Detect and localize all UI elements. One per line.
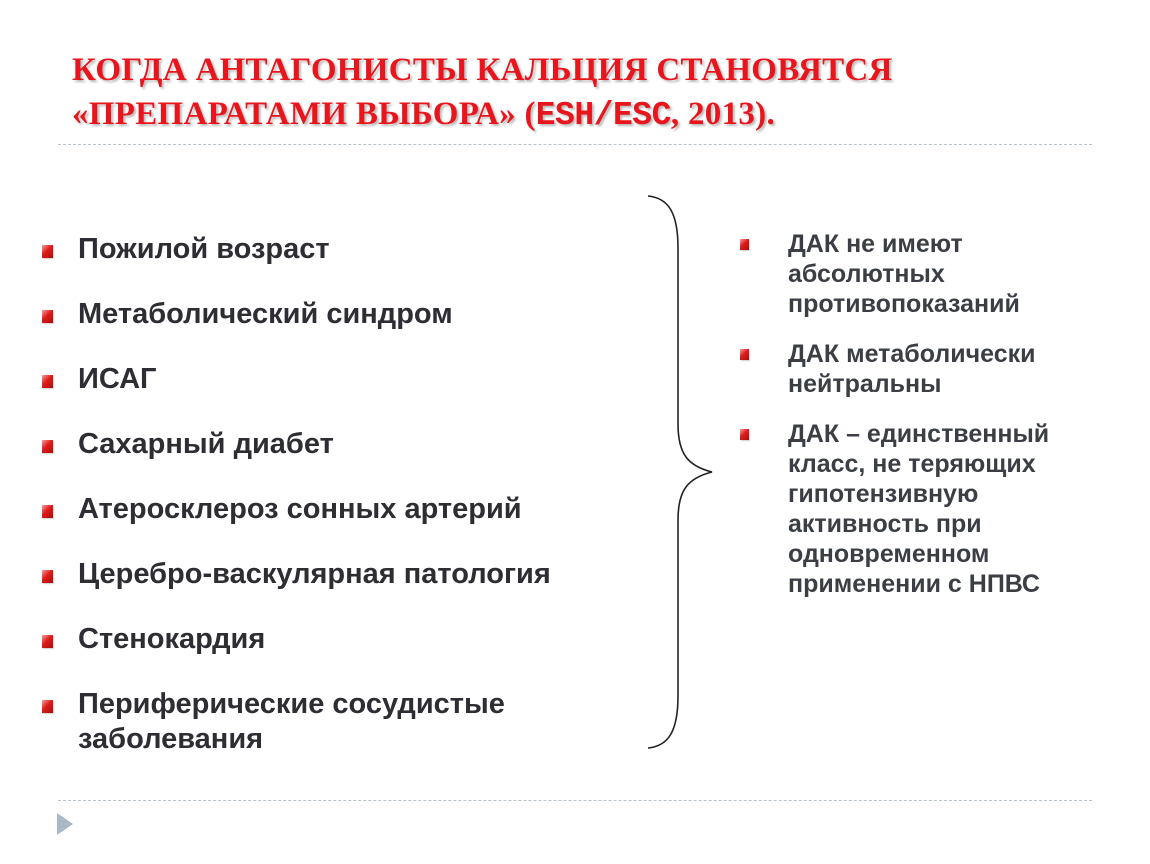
triangle-right-icon[interactable] xyxy=(56,812,74,836)
advantage-text: ДАК – единственный класс, не теряющих гипотензивную активность при одновременном применении с НПВС xyxy=(788,420,1050,598)
indication-text: Стенокардия xyxy=(78,623,266,655)
advantages-list xyxy=(740,229,1120,619)
square-bullet-icon xyxy=(42,440,53,453)
indication-text: ИСАГ xyxy=(78,363,157,395)
indication-item xyxy=(42,687,632,757)
indication-item xyxy=(42,232,632,267)
indication-text: Периферические сосудистые заболевания xyxy=(78,688,505,755)
title-line-1: КОГДА АНТАГОНИСТЫ КАЛЬЦИЯ СТАНОВЯТСЯ xyxy=(72,52,893,88)
indication-item xyxy=(42,362,632,397)
indication-item xyxy=(42,557,632,592)
square-bullet-icon xyxy=(740,239,749,250)
right-curly-brace-icon xyxy=(640,192,720,752)
square-bullet-icon xyxy=(42,505,53,518)
indication-text: Метаболический синдром xyxy=(78,298,453,330)
indication-text: Атеросклероз сонных артерий xyxy=(78,493,522,525)
square-bullet-icon xyxy=(42,700,53,713)
indications-list xyxy=(42,232,632,757)
indication-item xyxy=(42,297,632,332)
indication-text: Сахарный диабет xyxy=(78,428,334,460)
square-bullet-icon xyxy=(740,429,749,440)
square-bullet-icon xyxy=(42,635,53,648)
advantage-text: ДАК не имеют абсолютных противопоказаний xyxy=(788,230,1020,318)
indication-item xyxy=(42,622,632,657)
square-bullet-icon xyxy=(42,245,53,258)
title-line-2-suffix: , 2013). xyxy=(670,96,776,132)
indication-text: Пожилой возраст xyxy=(78,233,330,265)
top-divider xyxy=(58,144,1092,145)
advantage-text: ДАК метаболически нейтральны xyxy=(788,340,1036,398)
indication-text: Церебро-васкулярная патология xyxy=(78,558,551,590)
title-line-2 xyxy=(72,92,1112,138)
advantage-item xyxy=(740,419,1120,599)
bottom-divider xyxy=(58,800,1092,801)
square-bullet-icon xyxy=(740,349,749,360)
indication-item xyxy=(42,427,632,462)
slide-title xyxy=(72,48,1112,138)
title-org: ESH/ESC xyxy=(535,97,671,134)
advantage-item xyxy=(740,229,1120,319)
square-bullet-icon xyxy=(42,375,53,388)
advantage-item xyxy=(740,339,1120,399)
square-bullet-icon xyxy=(42,570,53,583)
title-line-2-prefix: «ПРЕПАРАТАМИ ВЫБОРА» ( xyxy=(72,96,536,132)
indication-item xyxy=(42,492,632,527)
square-bullet-icon xyxy=(42,310,53,323)
